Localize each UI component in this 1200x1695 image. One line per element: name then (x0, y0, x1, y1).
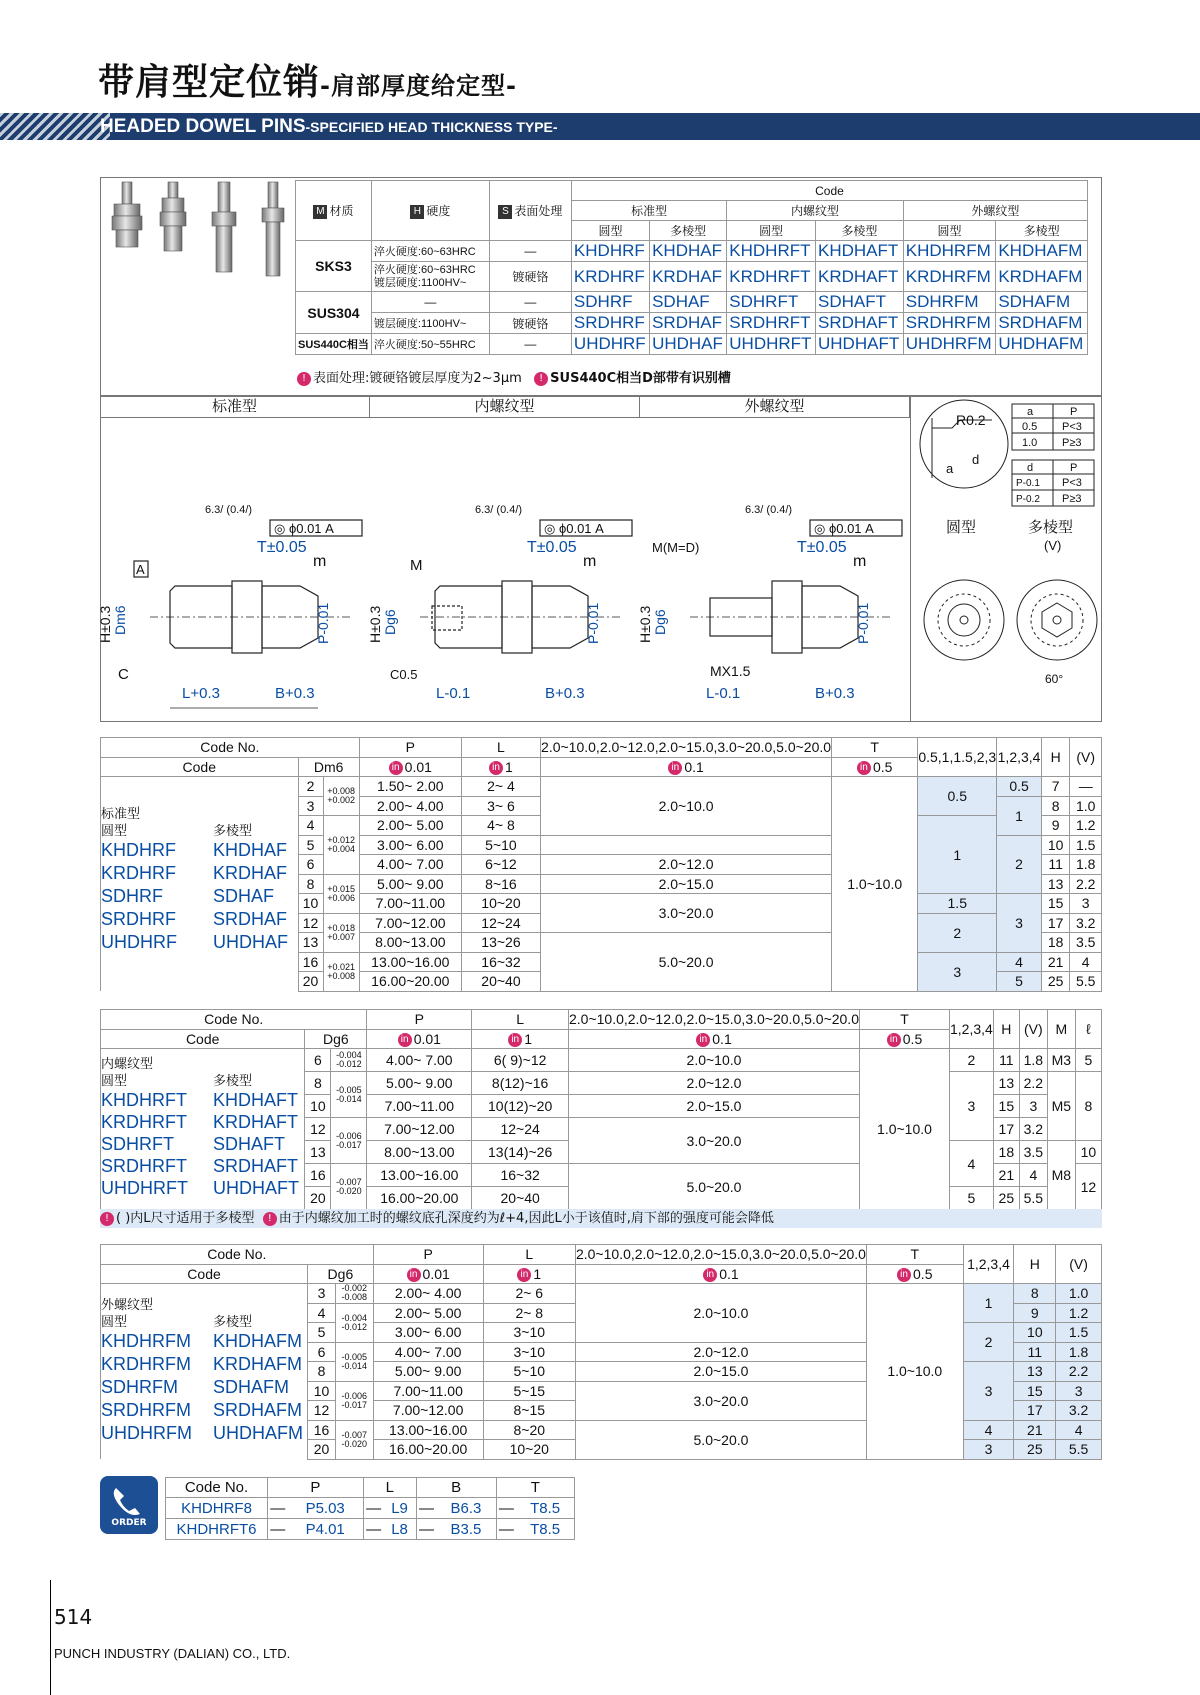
svg-text:6.3/ (0.4/): 6.3/ (0.4/) (745, 504, 793, 516)
svg-text:C: C (118, 666, 129, 683)
table-inner: Code No. P L 2.0~10.0,2.0~12.0,2.0~15.0,3.0~20.0,5.0~20.0 T 1,2,3,4 H (V) M ℓ Code Dg6 in 0.01 in 1 in 0.1 in 0.5 内螺纹型 圆型 多棱型 KHDHRFT KHDHAFT KRDHRFT KRDHAFT SDHRFT SDHAFT SRDHRFT SRDHAFT UHDHRFT UHDHAFT 6 -0.004 -0.012 4.00~ 7.00 6( 9)~12 2.0~10.0 1.0~10.0 2 11 1.8 M3 5 8 -0.005 -0.014 5.00~ 9.00 8(12)~16 2.0~12.0 3 13 2.2 M5 8 10 7.00~11.00 10(12)~20 2.0~15.0 15 3 12 -0.006 -0.017 7.00~12.00 12~24 3.0~20.0 17 3.2 13 8.00~13.00 13(14)~26 4 18 3.5 M8 10 16 -0.007 -0.020 13.00~16.00 16~32 5.0~20.0 21 4 12 20 16.00~20.00 20~40 5 25 5.5 (100, 1009, 1102, 1210)
svg-text:◎ ϕ0.01 A: ◎ ϕ0.01 A (274, 521, 334, 536)
svg-text:6.3/ (0.4/): 6.3/ (0.4/) (205, 504, 253, 516)
product-photo (108, 180, 294, 280)
svg-text:◎ ϕ0.01 A: ◎ ϕ0.01 A (814, 521, 874, 536)
spec-note: ! 表面处理:镀硬铬镀层厚度为2~3μm ! SUS440C相当D部带有识别槽 (297, 367, 731, 386)
svg-text:P<3: P<3 (1062, 421, 1082, 433)
svg-text:P: P (1070, 406, 1078, 418)
inner-note: ! ( )内L尺寸适用于多棱型 ! 由于内螺纹加工时的螺纹底孔深度约为ℓ+4,因此L小于该值时,肩下部的强度可能会降低 (100, 1209, 1102, 1228)
svg-text:0.5: 0.5 (1022, 421, 1038, 433)
svg-text:P≥3: P≥3 (1062, 437, 1082, 449)
svg-text:T±0.05: T±0.05 (527, 539, 577, 556)
drawing-standard (97, 504, 362, 708)
svg-text:T±0.05: T±0.05 (797, 539, 847, 556)
svg-text:m: m (853, 553, 867, 570)
drawing-inner (367, 504, 632, 702)
svg-text:60°: 60° (1045, 672, 1064, 686)
svg-text:A: A (136, 562, 145, 577)
diagram-header-std: 标准型 (100, 396, 370, 418)
svg-text:T±0.05: T±0.05 (257, 539, 307, 556)
svg-text:m: m (313, 553, 327, 570)
table-outer: Code No. P L 2.0~10.0,2.0~12.0,2.0~15.0,3.0~20.0,5.0~20.0 T 1,2,3,4 H (V) Code Dg6 in 0.01 in 1 in 0.1 in 0.5 外螺纹型 圆型 多棱型 KHDHRFM KHDHAFM KRDHRFM KRDHAFM SDHRFM SDHAFM SRDHRFM SRDHAFM UHDHRFM UHDHAFM 3 -0.002 -0.008 2.00~ 4.00 2~ 6 2.0~10.0 1.0~10.0 1 8 1.0 4 -0.004 -0.012 2.00~ 5.00 2~ 8 9 1.2 5 3.00~ 6.00 3~10 2 10 1.5 6 -0.005 -0.014 4.00~ 7.00 3~10 2.0~12.0 11 1.8 8 5.00~ 9.00 5~10 2.0~15.0 3 13 2.2 10 -0.006 -0.017 7.00~11.00 5~15 3.0~20.0 15 3 12 7.00~12.00 8~15 17 3.2 16 -0.007 -0.020 13.00~16.00 8~20 5.0~20.0 4 21 4 20 16.00~20.00 10~20 3 25 5.5 (100, 1244, 1102, 1460)
diagram-header-outer: 外螺纹型 (640, 396, 910, 418)
svg-text:R0.2: R0.2 (956, 412, 986, 428)
svg-text:圆型: 圆型 (946, 519, 977, 536)
page-title-en: HEADED DOWEL PINS-SPECIFIED HEAD THICKNESS TYPE- (100, 116, 558, 137)
svg-text:MX1.5: MX1.5 (710, 663, 751, 679)
company-name: PUNCH INDUSTRY (DALIAN) CO., LTD. (54, 1646, 291, 1661)
drawing-outer (637, 504, 902, 702)
svg-text:1.0: 1.0 (1022, 437, 1038, 449)
svg-text:M(M=D): M(M=D) (652, 540, 700, 555)
svg-text:L-0.1: L-0.1 (436, 685, 471, 702)
svg-text:d: d (1027, 462, 1034, 474)
svg-text:P<3: P<3 (1062, 477, 1082, 489)
svg-text:C0.5: C0.5 (390, 667, 418, 682)
svg-text:d: d (972, 452, 980, 467)
svg-text:P-0.2: P-0.2 (1016, 494, 1040, 505)
svg-text:P≥3: P≥3 (1062, 493, 1082, 505)
footer-rule (50, 1580, 51, 1695)
order-table: Code No. P L B T KHDHRF8 — P5.03 — L9 — B6.3 — T8.5 KHDHRFT6 — P4.01 — L8 — B3.5 — T8.5 (165, 1477, 575, 1540)
svg-text:Dg6: Dg6 (382, 609, 398, 635)
svg-text:Dm6: Dm6 (112, 605, 128, 635)
svg-text:P: P (1070, 462, 1078, 474)
order-icon: ORDER (100, 1476, 158, 1534)
svg-text:6.3/ (0.4/): 6.3/ (0.4/) (475, 504, 523, 516)
detail-drawing (912, 398, 1100, 720)
svg-text:P-0.01: P-0.01 (315, 602, 331, 644)
page-number: 514 (54, 1605, 93, 1629)
svg-text:L+0.3: L+0.3 (182, 685, 220, 702)
svg-text:M: M (410, 557, 423, 574)
svg-text:(V): (V) (1044, 538, 1062, 553)
svg-text:a: a (946, 461, 954, 476)
diagram-header-inner: 内螺纹型 (370, 396, 640, 418)
svg-text:a: a (1027, 406, 1034, 418)
svg-text:P-0.01: P-0.01 (855, 602, 871, 644)
page-title-cn: 带肩型定位销-肩部厚度给定型- (98, 62, 517, 103)
svg-text:B+0.3: B+0.3 (275, 685, 315, 702)
spec-table: M 材质 H 硬度 S 表面处理 Code 标准型 内螺纹型 外螺纹型 圆型 多棱型 圆型 多棱型 圆型 多棱型 SKS3 淬火硬度:60~63HRC — KHDHRF KHDHAF KHDHRFT KHDHAFT KHDHRFM KHDHAFM 淬火硬度:60~63HRC 镀层硬度:1100HV~ 镀硬铬 KRDHRF KRDHAF KRDHRFT KRDHAFT KRDHRFM KRDHAFM SUS304 — — SDHRF SDHAF SDHRFT SDHAFT SDHRFM SDHAFM 镀层硬度:1100HV~ 镀硬铬 SRDHRF SRDHAF SRDHRFT SRDHAFT SRDHRFM SRDHAFM SUS440C相当 淬火硬度:50~55HRC — UHDHRF UHDHAF UHDHRFT UHDHAFT UHDHRFM UHDHAFM (295, 180, 1088, 355)
svg-text:H±0.3: H±0.3 (367, 605, 383, 643)
svg-text:Dg6: Dg6 (652, 609, 668, 635)
svg-text:L-0.1: L-0.1 (706, 685, 741, 702)
svg-text:B+0.3: B+0.3 (545, 685, 585, 702)
svg-text:H±0.3: H±0.3 (97, 605, 113, 643)
svg-text:◎ ϕ0.01 A: ◎ ϕ0.01 A (544, 521, 604, 536)
svg-text:多棱型: 多棱型 (1028, 519, 1074, 536)
svg-text:P-0.01: P-0.01 (585, 602, 601, 644)
pin-drawings (97, 418, 910, 722)
title-band-stripes (0, 113, 110, 140)
svg-text:P-0.1: P-0.1 (1016, 478, 1040, 489)
svg-text:H±0.3: H±0.3 (637, 605, 653, 643)
svg-text:m: m (583, 553, 597, 570)
svg-text:B+0.3: B+0.3 (815, 685, 855, 702)
table-standard: Code No. P L 2.0~10.0,2.0~12.0,2.0~15.0,3.0~20.0,5.0~20.0 T 0.5,1,1.5,2,3 1,2,3,4 H (V) Code Dm6 in 0.01 in 1 in 0.1 in 0.5 标准型 圆型 多棱型 KHDHRF KHDHAF KRDHRF KRDHAF SDHRF SDHAF SRDHRF SRDHAF UHDHRF UHDHAF 2 +0.008 +0.002 1.50~ 2.00 2~ 4 2.0~10.0 1.0~10.0 0.5 0.5 7 — 3 2.00~ 4.00 3~ 6 1 8 1.0 4 +0.012 +0.004 2.00~ 5.00 4~ 8 1 9 1.2 5 3.00~ 6.00 5~10 2 10 1.5 6 4.00~ 7.00 6~12 2.0~12.0 11 1.8 8 +0.015 +0.006 5.00~ 9.00 8~16 2.0~15.0 13 2.2 10 7.00~11.00 10~20 3.0~20.0 1.5 3 15 3 12 +0.018 +0.007 7.00~12.00 12~24 2 17 3.2 13 8.00~13.00 13~26 5.0~20.0 18 3.5 16 +0.021 +0.008 13.00~16.00 16~32 3 4 21 4 20 16.00~20.00 20~40 5 25 5.5 (100, 737, 1102, 992)
